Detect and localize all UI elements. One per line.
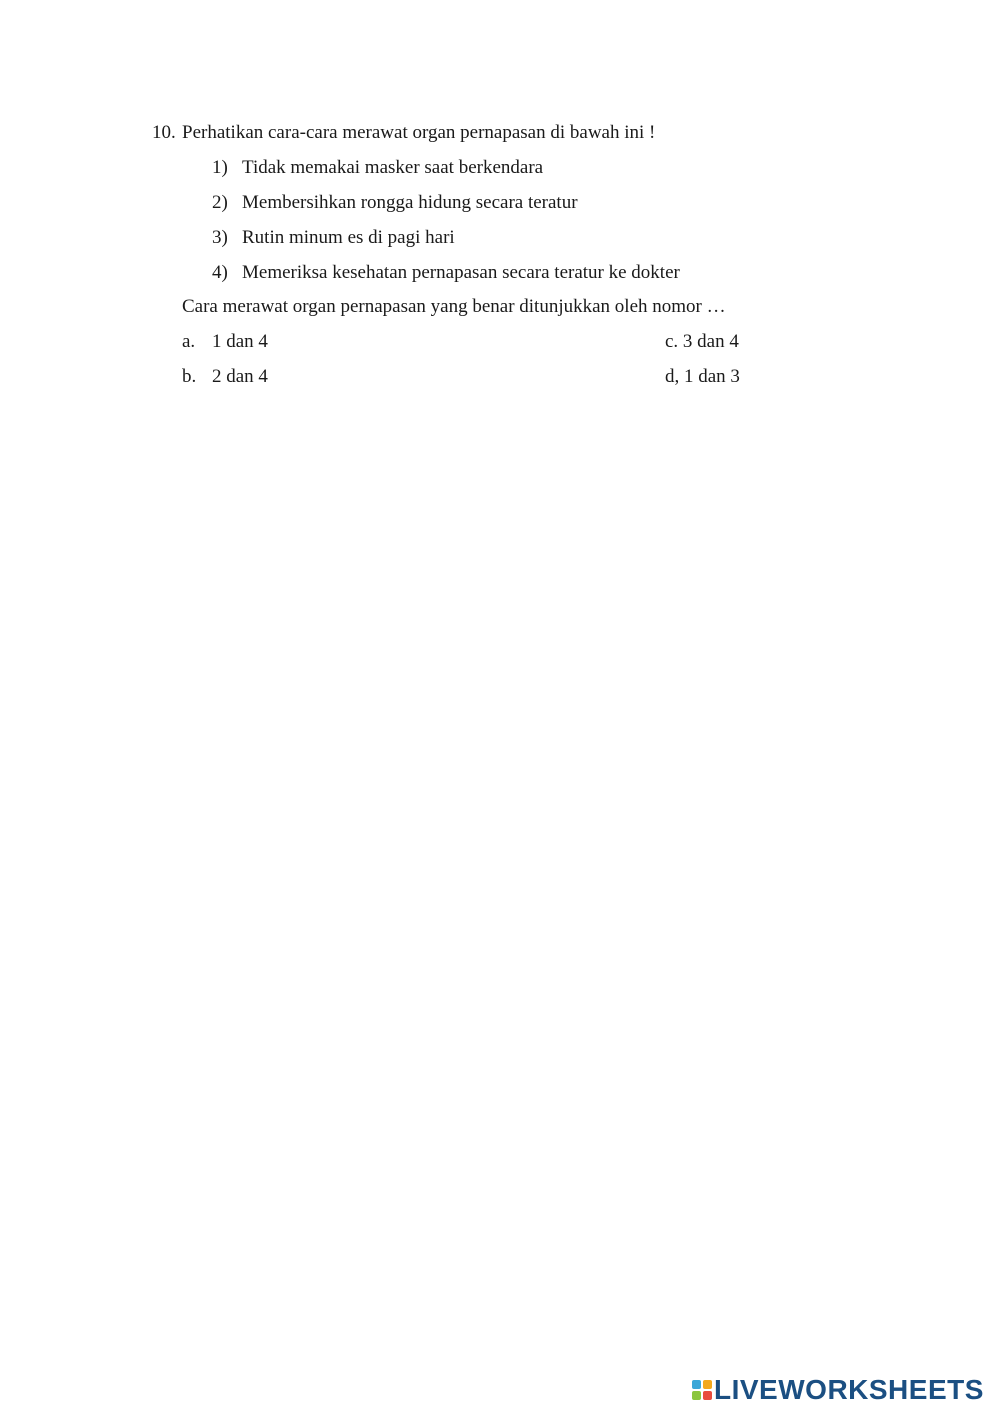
item-number: 2) [212, 192, 228, 213]
logo-mark-icon [692, 1380, 712, 1400]
option-a-letter: a. [182, 331, 196, 352]
logo-text: LIVEWORKSHEETS [714, 1374, 984, 1405]
question-number: 10. [152, 122, 176, 143]
question-prompt: Perhatikan cara-cara merawat organ pernapasan di bawah ini ! [182, 122, 656, 143]
option-a-text[interactable]: 1 dan 4 [212, 331, 268, 352]
item-text: Memeriksa kesehatan pernapasan secara teratur ke dokter [242, 262, 680, 283]
liveworksheets-logo [692, 1374, 984, 1405]
item-number: 3) [212, 227, 228, 248]
option-b-letter: b. [182, 366, 197, 387]
item-text: Membersihkan rongga hidung secara teratur [242, 192, 578, 213]
item-text: Rutin minum es di pagi hari [242, 227, 455, 248]
question-ask: Cara merawat organ pernapasan yang benar ditunjukkan oleh nomor … [182, 296, 726, 317]
item-number: 1) [212, 157, 228, 178]
option-b-text[interactable]: 2 dan 4 [212, 366, 268, 387]
item-number: 4) [212, 262, 228, 283]
option-d[interactable]: d, 1 dan 3 [665, 366, 740, 387]
option-c[interactable]: c. 3 dan 4 [665, 331, 739, 352]
item-text: Tidak memakai masker saat berkendara [242, 157, 544, 178]
